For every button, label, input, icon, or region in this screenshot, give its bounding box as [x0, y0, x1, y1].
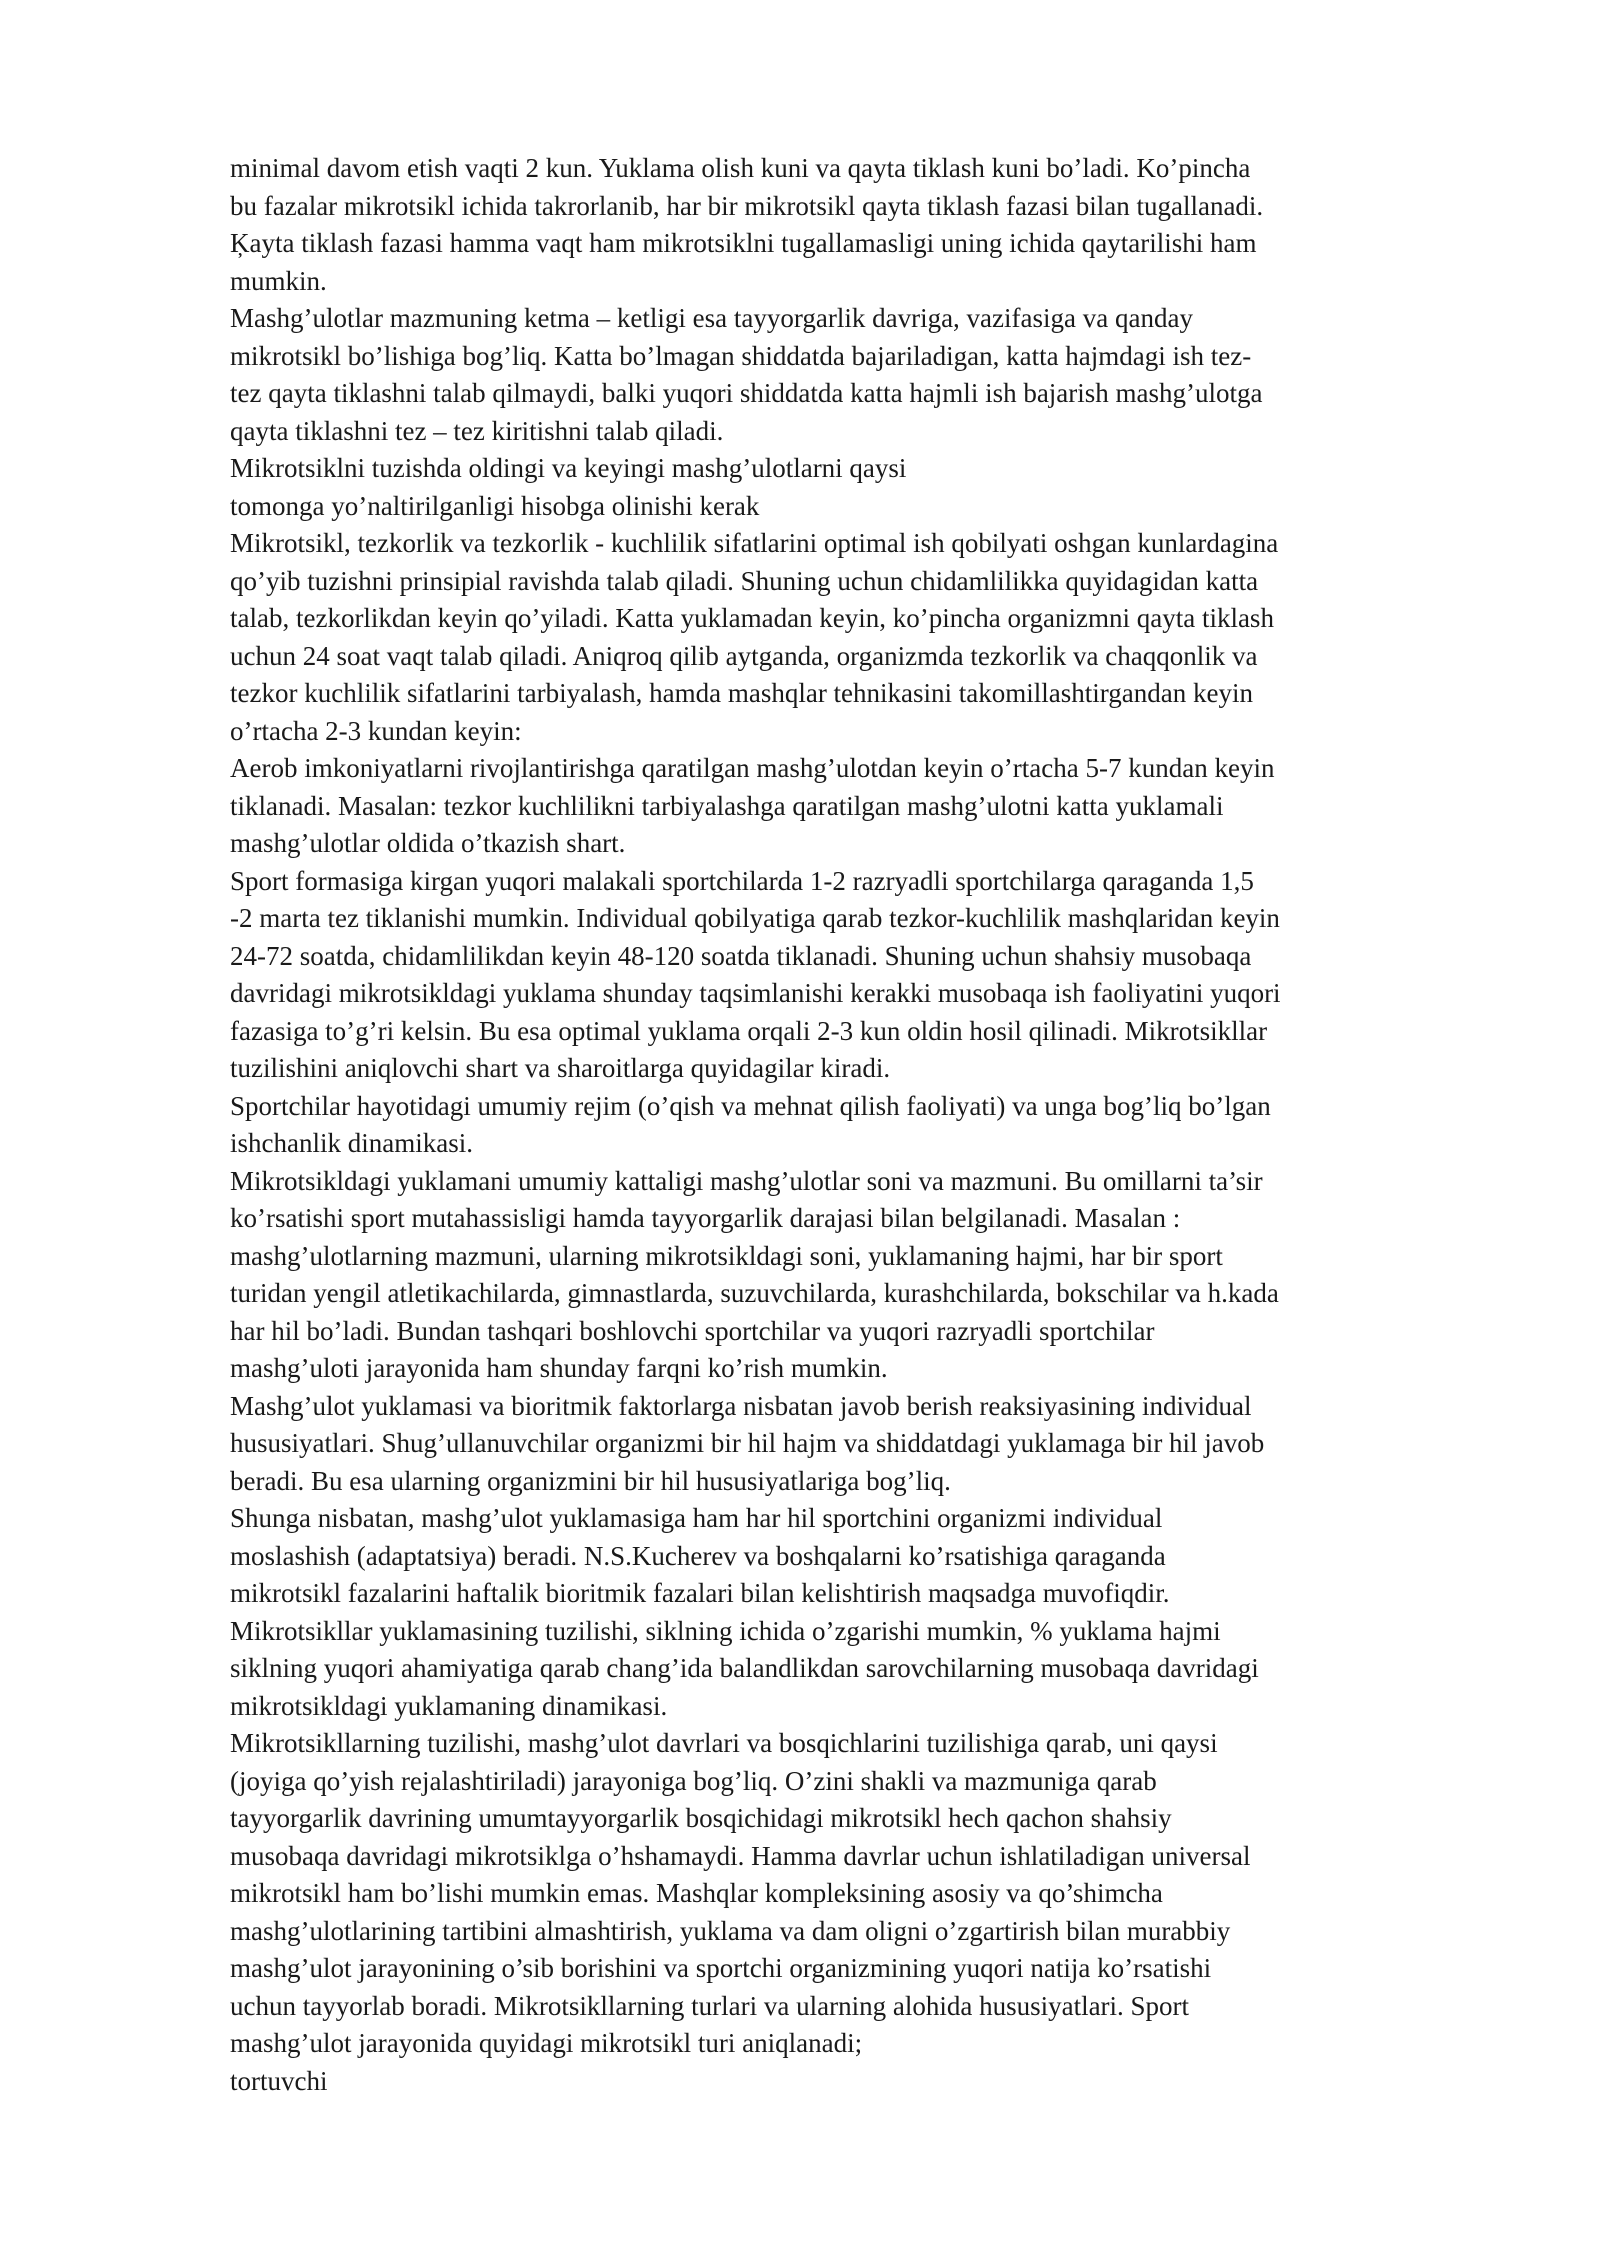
text-line: uchun 24 soat vaqt talab qiladi. Aniqroq qilib aytganda, organizmda tezkorlik va chaqqonlik va	[230, 640, 1258, 671]
text-line: tezkor kuchlilik sifatlarini tarbiyalash, hamda mashqlar tehnikasini takomillashtirgandan keyin	[230, 678, 1253, 708]
document-text	[230, 150, 1500, 2100]
text-line: Mashg’ulotlar mazmuning ketma – ketligi esa tayyorgarlik davriga, vazifasiga va qanday	[230, 303, 1193, 333]
text-line: mashg’ulotlar oldida o’tkazish shart.	[230, 828, 626, 858]
text-line: ishchanlik dinamikasi.	[230, 1128, 473, 1158]
text-line: mikrotsikl bo’lishiga bog’liq. Katta bo’lmagan shiddatda bajariladigan, katta hajmdagi ish tez-	[230, 340, 1252, 371]
text-line: hususiyatlari. Shug’ullanuvchilar organizmi bir hil hajm va shiddatdagi yuklamaga bir hil javob	[230, 1428, 1265, 1458]
text-line: siklning yuqori ahamiyatiga qarab chang’ida balandlikdan sarovchilarning musobaqa davridagi	[230, 1653, 1259, 1683]
text-line: Ķayta tiklash fazasi hamma vaqt ham mikrotsiklni tugallamasligi uning ichida qaytarilishi ham	[230, 228, 1257, 258]
text-line: Sport formasiga kirgan yuqori malakali sportchilarda 1-2 razryadli sportchilarga qaraganda 1,5	[230, 865, 1254, 896]
text-line: turidan yengil atletikachilarda, gimnastlarda, suzuvchilarda, kurashchilarda, bokschilar va h.kada	[230, 1278, 1279, 1308]
text-line: tortuvchi	[230, 2065, 328, 2096]
text-line: qo’yib tuzishni prinsipial ravishda talab qiladi. Shuning uchun chidamlilikka quyidagidan katta	[230, 565, 1259, 596]
text-line: mashg’ulot jarayonida quyidagi mikrotsikl turi aniqlanadi;	[230, 2028, 863, 2058]
text-line: mikrotsikl ham bo’lishi mumkin emas. Mashqlar kompleksining asosiy va qo’shimcha	[230, 1878, 1163, 1908]
text-line: har hil bo’ladi. Bundan tashqari boshlovchi sportchilar va yuqori razryadli sportchilar	[230, 1315, 1155, 1346]
text-line: o’rtacha 2-3 kundan keyin:	[230, 715, 522, 746]
text-line: mashg’ulotlarining tartibini almashtirish, yuklama va dam oligni o’zgartirish bilan murabbiy	[230, 1915, 1231, 1946]
text-line: beradi. Bu esa ularning organizmini bir hil hususiyatlariga bog’liq.	[230, 1465, 951, 1496]
text-line: mashg’uloti jarayonida ham shunday farqni ko’rish mumkin.	[230, 1353, 888, 1383]
text-line: qayta tiklashni tez – tez kiritishni talab qiladi.	[230, 415, 724, 446]
text-line: tomonga yo’naltirilganligi hisobga olinishi kerak	[230, 490, 760, 521]
text-line: Mikrotsikllarning tuzilishi, mashg’ulot davrlari va bosqichlarini tuzilishiga qarab, uni qaysi	[230, 1728, 1218, 1758]
text-line: Mikrotsiklni tuzishda oldingi va keyingi mashg’ulotlarni qaysi	[230, 453, 907, 483]
document-page	[230, 150, 1500, 2100]
text-line: Sportchilar hayotidagi umumiy rejim (o’qish va mehnat qilish faoliyati) va unga bog’liq bo’lgan	[230, 1090, 1271, 1121]
text-line: uchun tayyorlab boradi. Mikrotsikllarning turlari va ularning alohida hususiyatlari. Sport	[230, 1990, 1190, 2021]
text-line: moslashish (adaptatsiya) beradi. N.S.Kucherev va boshqalarni ko’rsatishiga qaraganda	[230, 1540, 1166, 1571]
text-line: minimal davom etish vaqti 2 kun. Yuklama olish kuni va qayta tiklash kuni bo’ladi. Ko’pincha	[230, 153, 1251, 183]
text-line: tiklanadi. Masalan: tezkor kuchlilikni tarbiyalashga qaratilgan mashg’ulotni katta yuklamali	[230, 790, 1224, 821]
text-line: davridagi mikrotsikldagi yuklama shunday taqsimlanishi kerakki musobaqa ish faoliyatini yuqori	[230, 978, 1281, 1008]
text-line: tez qayta tiklashni talab qilmaydi, balki yuqori shiddatda katta hajmli ish bajarish mashg’ulotga	[230, 378, 1263, 408]
text-line: (joyiga qo’yish rejalashtiriladi) jarayoniga bog’liq. O’zini shakli va mazmuniga qarab	[230, 1765, 1157, 1796]
text-line: tayyorgarlik davrining umumtayyorgarlik bosqichidagi mikrotsikl hech qachon shahsiy	[230, 1803, 1172, 1833]
text-line: mikrotsikl fazalarini haftalik bioritmik fazalari bilan kelishtirish maqsadga muvofiqdir.	[230, 1578, 1170, 1608]
text-line: ko’rsatishi sport mutahassisligi hamda tayyorgarlik darajasi bilan belgilanadi. Masalan :	[230, 1203, 1181, 1233]
text-line: Aerob imkoniyatlarni rivojlantirishga qaratilgan mashg’ulotdan keyin o’rtacha 5-7 kundan keyin	[230, 753, 1275, 783]
text-line: tuzilishini aniqlovchi shart va sharoitlarga quyidagilar kiradi.	[230, 1053, 891, 1083]
text-line: mashg’ulotlarning mazmuni, ularning mikrotsikldagi soni, yuklamaning hajmi, har bir sport	[230, 1240, 1223, 1271]
text-line: bu fazalar mikrotsikl ichida takrorlanib, har bir mikrotsikl qayta tiklash fazasi bilan tugallanadi.	[230, 190, 1264, 221]
text-line: musobaqa davridagi mikrotsiklga o’hshamaydi. Hamma davrlar uchun ishlatiladigan universal	[230, 1840, 1251, 1871]
text-line: fazasiga to’g’ri kelsin. Bu esa optimal yuklama orqali 2-3 kun oldin hosil qilinadi. Mikrotsikllar	[230, 1015, 1268, 1046]
text-line: Mikrotsikl, tezkorlik va tezkorlik - kuchlilik sifatlarini optimal ish qobilyati oshgan kunlardagina	[230, 528, 1279, 558]
text-line: Mashg’ulot yuklamasi va bioritmik faktorlarga nisbatan javob berish reaksiyasining individual	[230, 1390, 1252, 1421]
text-line: talab, tezkorlikdan keyin qo’yiladi. Katta yuklamadan keyin, ko’pincha organizmni qayta tiklash	[230, 603, 1274, 633]
text-line: 24-72 soatda, chidamlilikdan keyin 48-120 soatda tiklanadi. Shuning uchun shahsiy musobaqa	[230, 940, 1252, 971]
text-line: Mikrotsikldagi yuklamani umumiy kattaligi mashg’ulotlar soni va mazmuni. Bu omillarni ta’sir	[230, 1165, 1263, 1196]
text-line: -2 marta tez tiklanishi mumkin. Individual qobilyatiga qarab tezkor-kuchlilik mashqlaridan keyin	[230, 903, 1280, 933]
text-line: mikrotsikldagi yuklamaning dinamikasi.	[230, 1690, 668, 1721]
text-line: Mikrotsikllar yuklamasining tuzilishi, siklning ichida o’zgarishi mumkin, % yuklama hajmi	[230, 1615, 1221, 1646]
text-line: mashg’ulot jarayonining o’sib borishini va sportchi organizmining yuqori natija ko’rsatishi	[230, 1953, 1212, 1983]
text-line: mumkin.	[230, 265, 327, 296]
text-line: Shunga nisbatan, mashg’ulot yuklamasiga ham har hil sportchini organizmi individual	[230, 1503, 1163, 1533]
